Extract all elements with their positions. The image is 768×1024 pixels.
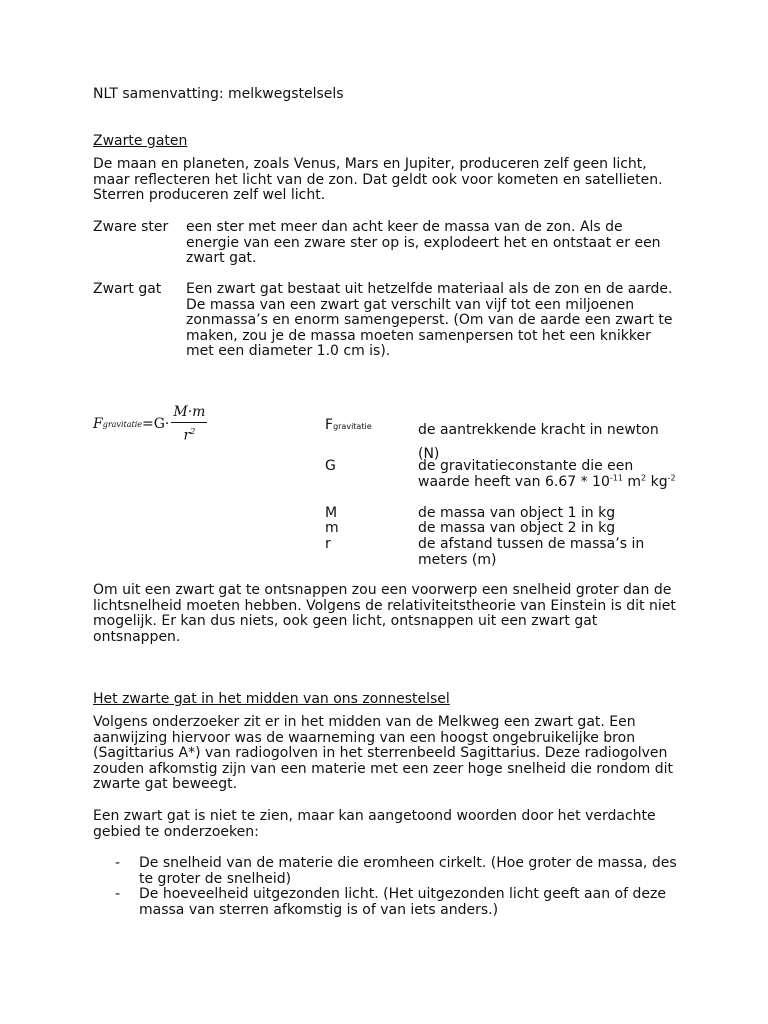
escape-paragraph: Om uit een zwart gat te ontsnappen zou een voorwerp een snelheid groter dan de lichtsnelheid moeten hebben. Volgens de relativiteitstheorie van Einstein is dit niet mogelijk. Er kan dus niets, ook geen licht, ontsnappen uit een zwart gat ontsnappen. [93, 582, 676, 645]
symbol-label: M [325, 505, 338, 521]
symbol-subscript: gravitatie [333, 422, 372, 431]
symbol-letter: F [325, 417, 334, 433]
document-title: NLT samenvatting: melkwegstelsels [93, 86, 344, 102]
section-heading-black-holes: Zwarte gaten [93, 133, 188, 149]
exponent: 2 [641, 472, 647, 482]
symbol-label [325, 418, 372, 435]
formula-lhs-subscript: gravitatie [102, 419, 143, 429]
definition-text: een ster met meer dan acht keer de massa van de zon. Als de energie van een zware ster op is, explodeert het en ontstaat er een zwart gat. [186, 219, 661, 267]
symbol-description [418, 459, 680, 490]
symbol-description-unit: m [622, 473, 642, 490]
formula-denominator-base: r [183, 427, 191, 444]
formula-denominator [184, 423, 196, 444]
intro-paragraph: De maan en planeten, zoals Venus, Mars en Jupiter, produceren zelf geen licht, maar reflecteren het licht van de zon. Dat geldt ook voor kometen en satellieten. Sterren produceren zelf wel licht. [93, 156, 663, 204]
symbol-label: m [325, 520, 339, 536]
symbol-label: r [325, 536, 331, 552]
evidence-intro-paragraph: Een zwart gat is niet te zien, maar kan aangetoond woorden door het verdachte gebied te onderzoeken: [93, 808, 656, 840]
definition-term: Zwart gat [93, 281, 162, 297]
definition-term: Zware ster [93, 219, 169, 235]
symbol-description-unit: kg [646, 473, 668, 490]
formula-denominator-exponent: 2 [190, 427, 196, 436]
list-item-text: De hoeveelheid uitgezonden licht. (Het uitgezonden licht geeft aan of deze massa van sterren afkomstig is of van iets anders.) [139, 886, 666, 918]
bullet-marker: - [115, 855, 121, 871]
symbol-description: de massa van object 2 in kg [418, 520, 616, 536]
symbol-label: G [325, 458, 336, 474]
gravitation-formula [93, 405, 207, 444]
bullet-marker: - [115, 886, 121, 903]
evidence-list [93, 856, 683, 918]
symbol-description-text: de gravitatieconstante die een waarde heeft van 6.67 * 10 [418, 458, 634, 490]
symbol-description: de afstand tussen de massa’s in meters (m) [418, 536, 645, 568]
section-heading-galactic-center: Het zwarte gat in het midden van ons zonnestelsel [93, 691, 450, 707]
list-item [93, 856, 683, 887]
definition-text: Een zwart gat bestaat uit hetzelfde materiaal als de zon en de aarde. De massa van een zwart gat verschilt van vijf tot een miljoenen zonmassa’s en enorm samengeperst. (Om van de aarde een zwart te maken, zou je de massa moeten samenpersen tot het een knikker met een diameter 1.0 cm is). [186, 281, 673, 360]
formula-numerator: M·m [171, 405, 207, 423]
formula-fraction [171, 405, 207, 444]
list-item-text: De snelheid van de materie die eromheen cirkelt. (Hoe groter de massa, des te groter de snelheid) [139, 855, 677, 887]
symbol-description: de massa van object 1 in kg [418, 505, 616, 521]
exponent: -2 [667, 472, 676, 482]
exponent: -11 [609, 472, 623, 482]
galactic-center-paragraph: Volgens onderzoeker zit er in het midden van de Melkweg een zwart gat. Een aanwijzing hiervoor was de waarneming van een hoogst ongebruikelijke bron (Sagittarius A*) van radiogolven in het sterrenbeeld Sagittarius. Deze radiogolven zouden afkomstig zijn van een materie met een zeer hoge snelheid die rondom dit zwarte gat beweegt. [93, 714, 673, 793]
list-item [93, 887, 683, 918]
formula-lhs: F [93, 415, 103, 432]
formula-equals: =G· [142, 415, 170, 432]
symbol-description: de aantrekkende kracht in newton (N) [418, 422, 659, 462]
